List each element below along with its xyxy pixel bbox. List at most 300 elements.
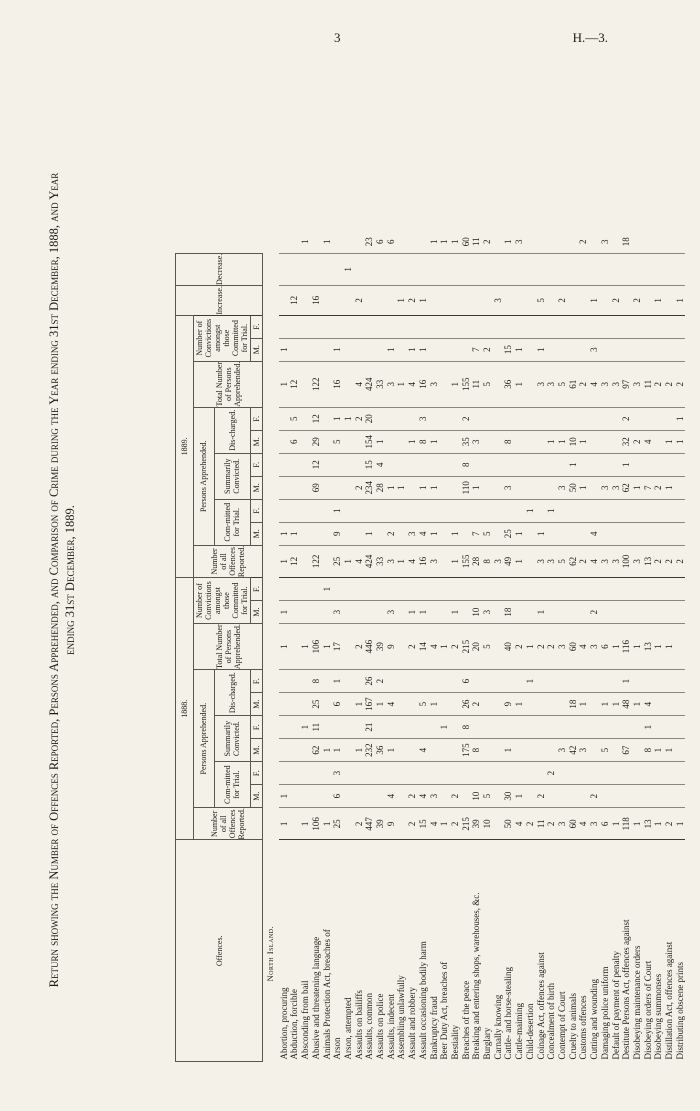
table-cell — [536, 578, 547, 601]
table-cell — [643, 315, 654, 338]
table-row — [536, 231, 547, 1062]
table-cell — [578, 338, 589, 361]
table-cell: 2 — [354, 407, 365, 430]
table-cell — [354, 578, 365, 601]
table-cell — [493, 601, 504, 624]
table-cell — [322, 430, 333, 453]
offence-name: Coinage Act, offences against — [535, 952, 546, 1060]
table-cell — [611, 739, 622, 762]
table-cell — [364, 338, 375, 361]
offence-name: Cattle-maiming — [514, 1003, 525, 1060]
table-cell: 1 — [653, 624, 664, 670]
table-cell — [643, 522, 654, 545]
table-cell: 116 — [621, 624, 632, 670]
table-cell: 1 — [611, 693, 622, 716]
table-cell — [396, 407, 407, 430]
table-cell — [279, 253, 290, 285]
table-cell: 10 — [471, 601, 482, 624]
table-cell: 1 — [332, 407, 343, 430]
table-cell — [653, 693, 664, 716]
table-cell — [354, 762, 365, 785]
table-cell — [546, 522, 557, 545]
table-cell — [322, 785, 333, 808]
table-cell — [643, 785, 654, 808]
table-row — [621, 231, 632, 1062]
table-cell — [589, 762, 600, 785]
table-cell — [482, 253, 493, 285]
table-cell — [600, 253, 611, 285]
table-cell: 1 — [429, 693, 440, 716]
table-cell — [343, 716, 354, 739]
table-cell — [343, 808, 354, 840]
table-cell: 1 — [279, 601, 290, 624]
table-cell: 69 — [311, 476, 322, 499]
table-cell — [653, 315, 664, 338]
table-cell — [493, 315, 504, 338]
table-cell: 4 — [386, 785, 397, 808]
table-cell: 1 — [322, 739, 333, 762]
table-cell — [675, 253, 686, 285]
table-cell — [439, 315, 450, 338]
table-cell — [300, 407, 311, 430]
table-cell — [664, 407, 675, 430]
table-cell — [289, 315, 300, 338]
table-cell: 5 — [418, 693, 429, 716]
table-cell — [418, 253, 429, 285]
table-cell — [578, 499, 589, 522]
table-cell — [311, 499, 322, 522]
header-reported-1888: Number of all Offences Reported. — [194, 808, 263, 840]
table-cell: 4 — [643, 693, 654, 716]
table-cell: 18 — [621, 231, 632, 254]
table-cell: 4 — [418, 739, 429, 762]
table-cell — [536, 231, 547, 254]
table-cell — [343, 762, 354, 785]
table-cell: 4 — [407, 361, 418, 407]
table-cell — [653, 430, 664, 453]
table-cell — [568, 407, 579, 430]
table-cell — [482, 315, 493, 338]
table-cell: 175 — [461, 739, 472, 762]
table-cell — [375, 338, 386, 361]
header-discharged-1889: Dis-charged. — [214, 407, 250, 453]
table-body — [263, 231, 686, 1062]
table-cell — [525, 693, 536, 716]
table-cell — [322, 476, 333, 499]
table-cell — [493, 522, 504, 545]
table-cell: 10 — [471, 785, 482, 808]
table-cell — [482, 762, 493, 785]
table-cell — [439, 762, 450, 785]
table-cell: 11 — [471, 361, 482, 407]
table-cell — [354, 430, 365, 453]
table-cell — [611, 499, 622, 522]
table-cell: 2 — [482, 231, 493, 254]
table-cell — [546, 739, 557, 762]
table-cell — [471, 315, 482, 338]
table-cell — [611, 785, 622, 808]
table-cell — [589, 476, 600, 499]
table-cell: 1 — [386, 739, 397, 762]
table-cell: 20 — [364, 407, 375, 430]
table-cell — [396, 785, 407, 808]
table-cell — [461, 499, 472, 522]
table-cell: 15 — [418, 808, 429, 840]
table-cell: 1 — [653, 739, 664, 762]
table-cell — [300, 762, 311, 785]
table-cell: 40 — [503, 624, 514, 670]
table-cell — [643, 338, 654, 361]
offence-name: Cattle- and horse-stealing — [503, 967, 514, 1060]
offence-name: Concealment of birth — [546, 983, 557, 1060]
table-cell — [461, 253, 472, 285]
table-cell: 1 — [386, 338, 397, 361]
table-cell: 1 — [578, 693, 589, 716]
table-cell — [600, 407, 611, 430]
table-cell — [386, 670, 397, 693]
table-cell — [653, 762, 664, 785]
table-cell: 25 — [311, 693, 322, 716]
table-cell — [354, 601, 365, 624]
table-cell: 3 — [386, 545, 397, 577]
table-cell — [450, 693, 461, 716]
table-row — [643, 231, 654, 1062]
table-cell — [600, 430, 611, 453]
table-cell: 1 — [418, 476, 429, 499]
table-cell — [525, 522, 536, 545]
table-cell — [557, 716, 568, 739]
table-cell — [332, 315, 343, 338]
table-cell — [407, 578, 418, 601]
table-cell — [279, 693, 290, 716]
table-cell: 1 — [396, 361, 407, 407]
table-cell — [675, 522, 686, 545]
table-row — [675, 231, 686, 1062]
table-cell: 1 — [664, 624, 675, 670]
table-cell: 16 — [332, 361, 343, 407]
table-cell: 39 — [375, 624, 386, 670]
table-cell — [611, 453, 622, 476]
table-cell — [557, 522, 568, 545]
table-cell — [503, 578, 514, 601]
table-cell: 9 — [386, 808, 397, 840]
table-cell — [396, 231, 407, 254]
table-cell — [418, 716, 429, 739]
table-cell: 6 — [332, 693, 343, 716]
header-offences: Offences. — [176, 840, 263, 1062]
table-cell — [300, 338, 311, 361]
table-cell — [322, 762, 333, 785]
header-discharged-1888: Dis-charged. — [214, 670, 250, 716]
table-cell — [482, 716, 493, 739]
table-cell — [386, 407, 397, 430]
table-cell — [664, 453, 675, 476]
table-row — [578, 231, 589, 1062]
table-cell — [611, 231, 622, 254]
table-cell: 4 — [418, 785, 429, 808]
table-cell — [503, 499, 514, 522]
table-cell: 6 — [289, 430, 300, 453]
table-cell — [557, 253, 568, 285]
table-cell: 2 — [546, 808, 557, 840]
table-cell: 1 — [386, 476, 397, 499]
table-cell: 1 — [675, 430, 686, 453]
table-cell — [279, 716, 290, 739]
table-cell: 12 — [311, 453, 322, 476]
table-cell — [611, 407, 622, 430]
table-cell — [289, 578, 300, 601]
table-cell — [578, 522, 589, 545]
table-cell — [471, 499, 482, 522]
table-cell: 446 — [364, 624, 375, 670]
table-cell: 2 — [589, 601, 600, 624]
table-cell — [493, 231, 504, 254]
table-cell: 1 — [664, 430, 675, 453]
table-cell: 2 — [354, 476, 365, 499]
table-cell: 1 — [514, 361, 525, 407]
table-cell: 3 — [600, 545, 611, 577]
table-cell — [643, 286, 654, 316]
table-cell: 12 — [289, 361, 300, 407]
table-cell: 3 — [429, 545, 440, 577]
table-cell — [300, 453, 311, 476]
table-cell — [600, 315, 611, 338]
table-cell: 154 — [364, 430, 375, 453]
table-cell — [653, 407, 664, 430]
table-cell: 3 — [611, 361, 622, 407]
table-cell — [525, 430, 536, 453]
table-cell — [557, 785, 568, 808]
table-cell — [546, 453, 557, 476]
table-cell — [396, 499, 407, 522]
table-cell — [546, 231, 557, 254]
table-cell — [546, 670, 557, 693]
header-summarily-1889: Summarily Convicted. — [214, 453, 250, 499]
table-cell — [311, 338, 322, 361]
table-cell — [332, 453, 343, 476]
table-cell — [471, 670, 482, 693]
table-cell — [289, 231, 300, 254]
table-cell: 1 — [364, 522, 375, 545]
offence-name: Assaults on police — [375, 993, 386, 1060]
table-cell — [493, 407, 504, 430]
table-cell — [482, 578, 493, 601]
table-row — [653, 231, 664, 1062]
table-cell — [664, 693, 675, 716]
table-cell — [482, 407, 493, 430]
table-cell: 28 — [375, 476, 386, 499]
table-cell — [439, 286, 450, 316]
table-cell — [611, 430, 622, 453]
table-cell — [536, 315, 547, 338]
table-cell: 33 — [375, 361, 386, 407]
header-m: M. — [251, 522, 263, 545]
table-cell: 215 — [461, 624, 472, 670]
table-cell: 1 — [343, 407, 354, 430]
header-m: M. — [251, 430, 263, 453]
table-cell: 1 — [418, 338, 429, 361]
table-cell — [664, 601, 675, 624]
table-cell: 1 — [429, 476, 440, 499]
table-cell — [653, 670, 664, 693]
table-cell — [279, 670, 290, 693]
offence-name: Bestiality — [449, 1025, 460, 1060]
table-row — [514, 231, 525, 1062]
table-cell — [632, 338, 643, 361]
table-row — [386, 231, 397, 1062]
table-cell — [514, 253, 525, 285]
table-row — [439, 231, 450, 1062]
table-cell — [322, 407, 333, 430]
table-cell — [493, 739, 504, 762]
table-cell — [536, 499, 547, 522]
table-cell: 3 — [386, 601, 397, 624]
table-cell — [429, 716, 440, 739]
table-cell — [664, 253, 675, 285]
table-cell: 3 — [589, 808, 600, 840]
header-f: F. — [251, 499, 263, 522]
table-cell — [578, 578, 589, 601]
table-cell: 16 — [418, 545, 429, 577]
table-cell: 2 — [461, 407, 472, 430]
table-cell — [322, 693, 333, 716]
table-cell: 1 — [343, 253, 354, 285]
table-cell — [322, 545, 333, 577]
table-cell — [375, 407, 386, 430]
table-cell — [514, 430, 525, 453]
table-cell: 1 — [546, 499, 557, 522]
table-cell: 5 — [536, 286, 547, 316]
table-cell — [343, 785, 354, 808]
table-cell — [632, 670, 643, 693]
table-cell: 61 — [568, 361, 579, 407]
table-cell — [621, 601, 632, 624]
table-cell — [322, 253, 333, 285]
table-cell — [386, 253, 397, 285]
table-cell — [354, 670, 365, 693]
table-cell: 2 — [407, 286, 418, 316]
table-cell — [332, 716, 343, 739]
table-cell — [322, 522, 333, 545]
table-cell: 4 — [514, 808, 525, 840]
table-cell — [600, 522, 611, 545]
table-cell — [429, 601, 440, 624]
table-cell — [343, 286, 354, 316]
table-cell: 48 — [621, 693, 632, 716]
table-cell: 1 — [439, 716, 450, 739]
table-cell — [632, 739, 643, 762]
table-cell — [536, 739, 547, 762]
table-cell — [589, 231, 600, 254]
table-cell: 5 — [482, 785, 493, 808]
table-cell: 1 — [675, 286, 686, 316]
table-cell: 2 — [578, 361, 589, 407]
header-total-1888: Total Number of Persons Apprehended. — [194, 624, 263, 670]
table-cell — [546, 578, 557, 601]
table-cell — [589, 430, 600, 453]
table-cell — [386, 762, 397, 785]
table-cell: 1 — [675, 808, 686, 840]
table-cell — [332, 578, 343, 601]
table-cell — [621, 762, 632, 785]
table-cell: 32 — [621, 430, 632, 453]
table-cell — [482, 453, 493, 476]
table-cell — [664, 785, 675, 808]
header-decrease: Decrease. — [176, 253, 263, 285]
table-cell — [396, 338, 407, 361]
table-cell: 42 — [568, 739, 579, 762]
table-cell: 1 — [279, 785, 290, 808]
table-cell: 50 — [503, 808, 514, 840]
table-cell — [525, 453, 536, 476]
table-cell: 1 — [514, 693, 525, 716]
table-cell — [664, 522, 675, 545]
table-cell: 5 — [557, 361, 568, 407]
table-cell: 1 — [514, 338, 525, 361]
table-cell — [375, 499, 386, 522]
table-cell: 6 — [386, 231, 397, 254]
table-cell — [503, 286, 514, 316]
offence-name: Customs offences — [578, 995, 589, 1060]
table-cell — [578, 315, 589, 338]
table-cell: 1 — [611, 624, 622, 670]
table-cell: 110 — [461, 476, 472, 499]
table-cell — [343, 231, 354, 254]
table-cell — [471, 578, 482, 601]
table-cell: 67 — [621, 739, 632, 762]
table-cell — [675, 762, 686, 785]
table-cell — [311, 253, 322, 285]
table-cell: 2 — [450, 808, 461, 840]
table-cell — [557, 338, 568, 361]
table-cell: 447 — [364, 808, 375, 840]
table-cell — [289, 670, 300, 693]
table-cell — [311, 601, 322, 624]
table-cell — [289, 785, 300, 808]
table-cell — [525, 476, 536, 499]
table-cell — [300, 286, 311, 316]
table-cell — [525, 253, 536, 285]
table-cell: 10 — [482, 808, 493, 840]
table-cell — [354, 231, 365, 254]
table-cell: 15 — [503, 338, 514, 361]
table-cell — [439, 430, 450, 453]
table-cell: 3 — [578, 739, 589, 762]
header-m: M. — [251, 601, 263, 624]
table-cell: 3 — [589, 338, 600, 361]
table-cell — [568, 315, 579, 338]
table-row — [450, 231, 461, 1062]
table-cell — [343, 499, 354, 522]
table-cell: 62 — [311, 739, 322, 762]
table-cell: 11 — [643, 361, 654, 407]
table-cell — [493, 716, 504, 739]
table-cell: 3 — [600, 361, 611, 407]
table-cell — [600, 670, 611, 693]
table-cell — [653, 716, 664, 739]
table-cell — [386, 716, 397, 739]
title-line-1: Return showing the Number of Offences Reported, Persons Apprehended, and Comparison of Crime during the Year ending 31st December, 1888, and Year — [47, 172, 61, 988]
table-cell: 106 — [311, 808, 322, 840]
table-cell — [643, 231, 654, 254]
table-cell: 1 — [279, 545, 290, 577]
table-row — [600, 231, 611, 1062]
table-cell — [514, 601, 525, 624]
table-cell — [332, 476, 343, 499]
table-cell — [300, 739, 311, 762]
table-cell — [471, 407, 482, 430]
table-cell: 21 — [364, 716, 375, 739]
